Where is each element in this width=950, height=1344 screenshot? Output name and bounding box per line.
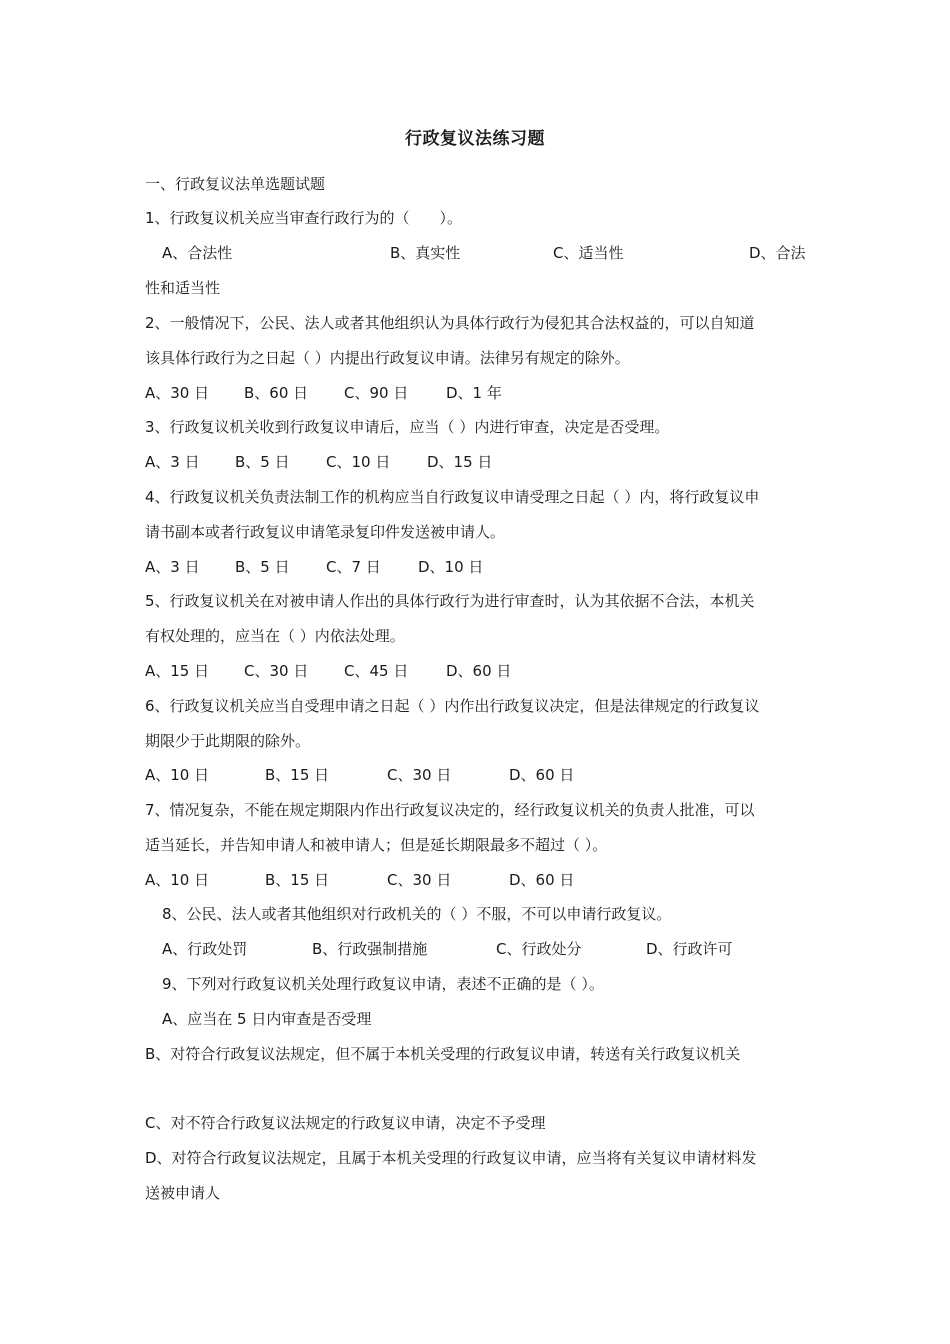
question-7-option-b: B、15 日 — [265, 871, 330, 889]
question-2-option-d: D、1 年 — [446, 384, 502, 402]
question-8-option-c: C、行政处分 — [496, 940, 582, 958]
question-3-text: 3、行政复议机关收到行政复议申请后，应当（ ）内进行审查，决定是否受理。 — [145, 418, 670, 436]
question-2-option-a: A、30 日 — [145, 384, 210, 402]
question-8-option-b: B、行政强制措施 — [312, 940, 428, 958]
question-9-option-b: B、对符合行政复议法规定，但不属于本机关受理的行政复议申请，转送有关行政复议机关 — [145, 1045, 741, 1063]
question-3-option-d: D、15 日 — [427, 453, 493, 471]
question-7-option-a: A、10 日 — [145, 871, 210, 889]
question-8-text: 8、公民、法人或者其他组织对行政机关的（ ）不服，不可以申请行政复议。 — [162, 905, 672, 923]
question-4-text-line-1: 4、行政复议机关负责法制工作的机构应当自行政复议申请受理之日起（ ）内，将行政复议申 — [145, 488, 760, 506]
question-5-option-b: C、30 日 — [244, 662, 309, 680]
question-7-text-line-1: 7、情况复杂，不能在规定期限内作出行政复议决定的，经行政复议机关的负责人批准，可以 — [145, 801, 755, 819]
question-6-option-a: A、10 日 — [145, 766, 210, 784]
question-7-text-line-2: 适当延长，并告知申请人和被申请人；但是延长期限最多不超过（ ）。 — [145, 836, 608, 854]
question-6-text-line-1: 6、行政复议机关应当自受理申请之日起（ ）内作出行政复议决定，但是法律规定的行政复议 — [145, 697, 760, 715]
question-2-text-line-2: 该具体行政行为之日起（ ）内提出行政复议申请。法律另有规定的除外。 — [145, 349, 630, 367]
question-6-option-d: D、60 日 — [509, 766, 575, 784]
question-1-option-a: A、合法性 — [162, 244, 233, 262]
question-3-option-b: B、5 日 — [235, 453, 290, 471]
question-5-text-line-1: 5、行政复议机关在对被申请人作出的具体行政行为进行审查时，认为其依据不合法，本机关 — [145, 592, 755, 610]
question-1-option-c: C、适当性 — [553, 244, 624, 262]
question-3-option-c: C、10 日 — [326, 453, 391, 471]
question-7-option-c: C、30 日 — [387, 871, 452, 889]
question-9-option-d-line-2: 送被申请人 — [145, 1184, 221, 1202]
question-5-option-d: D、60 日 — [446, 662, 512, 680]
question-4-text-line-2: 请书副本或者行政复议申请笔录复印件发送被申请人。 — [145, 523, 506, 541]
question-1-option-b: B、真实性 — [390, 244, 461, 262]
question-4-option-b: B、5 日 — [235, 558, 290, 576]
question-4-option-c: C、7 日 — [326, 558, 381, 576]
question-2-option-b: B、60 日 — [244, 384, 309, 402]
question-5-option-a: A、15 日 — [145, 662, 210, 680]
question-6-text-line-2: 期限少于此期限的除外。 — [145, 732, 311, 750]
question-1-text: 1、行政复议机关应当审查行政行为的（ ）。 — [145, 209, 463, 227]
question-1-option-d-continuation: 性和适当性 — [145, 279, 221, 297]
question-2-option-c: C、90 日 — [344, 384, 409, 402]
document-title: 行政复议法练习题 — [405, 129, 545, 149]
question-2-text-line-1: 2、一般情况下，公民、法人或者其他组织认为具体行政行为侵犯其合法权益的，可以自知道 — [145, 314, 755, 332]
question-9-option-d-line-1: D、对符合行政复议法规定，且属于本机关受理的行政复议申请，应当将有关复议申请材料发 — [145, 1149, 757, 1167]
question-3-option-a: A、3 日 — [145, 453, 200, 471]
question-1-option-d: D、合法 — [749, 244, 806, 262]
question-5-text-line-2: 有权处理的，应当在（ ）内依法处理。 — [145, 627, 405, 645]
question-9-option-a: A、应当在 5 日内审查是否受理 — [162, 1010, 372, 1028]
question-8-option-d: D、行政许可 — [646, 940, 733, 958]
question-9-option-c: C、对不符合行政复议法规定的行政复议申请，决定不予受理 — [145, 1114, 546, 1132]
question-4-option-a: A、3 日 — [145, 558, 200, 576]
section-heading: 一、行政复议法单选题试题 — [145, 175, 326, 193]
question-9-text: 9、下列对行政复议机关处理行政复议申请，表述不正确的是（ ）。 — [162, 975, 604, 993]
question-6-option-b: B、15 日 — [265, 766, 330, 784]
question-6-option-c: C、30 日 — [387, 766, 452, 784]
question-8-option-a: A、行政处罚 — [162, 940, 248, 958]
question-5-option-c: C、45 日 — [344, 662, 409, 680]
question-7-option-d: D、60 日 — [509, 871, 575, 889]
question-4-option-d: D、10 日 — [418, 558, 484, 576]
